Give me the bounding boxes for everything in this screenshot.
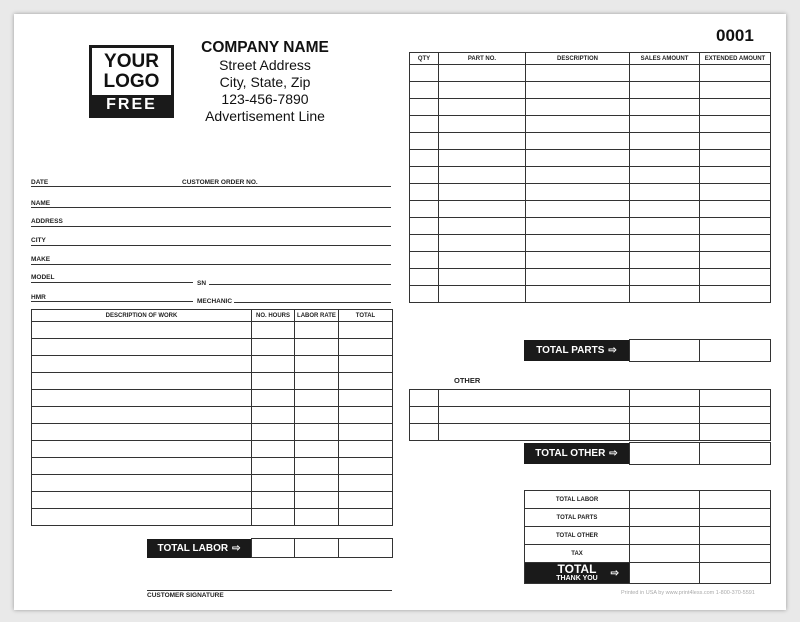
company-city: City, State, Zip bbox=[219, 74, 311, 90]
labor-row bbox=[32, 441, 393, 458]
table-cell[interactable] bbox=[295, 492, 339, 509]
other-total-sales-cell[interactable] bbox=[630, 443, 700, 465]
parts-row bbox=[410, 184, 771, 201]
table-cell[interactable] bbox=[439, 252, 526, 269]
table-cell[interactable] bbox=[410, 286, 439, 303]
labor-total-hours-cell[interactable] bbox=[252, 539, 295, 558]
summary-row bbox=[525, 527, 771, 545]
table-cell[interactable] bbox=[439, 184, 526, 201]
summary-cell[interactable] bbox=[700, 527, 771, 545]
table-cell[interactable] bbox=[339, 492, 393, 509]
table-cell[interactable] bbox=[410, 252, 439, 269]
labor-row bbox=[32, 509, 393, 526]
table-cell[interactable] bbox=[630, 167, 700, 184]
model-line[interactable] bbox=[31, 282, 193, 283]
table-cell[interactable] bbox=[526, 184, 630, 201]
table-cell[interactable] bbox=[339, 390, 393, 407]
logo-line-2: LOGO bbox=[103, 71, 160, 92]
table-cell[interactable] bbox=[252, 475, 295, 492]
table-cell[interactable] bbox=[32, 373, 252, 390]
table-cell[interactable] bbox=[252, 407, 295, 424]
table-cell[interactable] bbox=[32, 356, 252, 373]
table-cell[interactable] bbox=[700, 99, 771, 116]
table-cell[interactable] bbox=[439, 390, 630, 407]
table-cell[interactable] bbox=[32, 322, 252, 339]
parts-row bbox=[410, 218, 771, 235]
table-cell[interactable] bbox=[32, 492, 252, 509]
table-cell[interactable] bbox=[526, 167, 630, 184]
thank-you-label: THANK YOU bbox=[556, 574, 598, 582]
parts-header-extended-amount: EXTENDED AMOUNT bbox=[700, 53, 771, 65]
table-cell[interactable] bbox=[439, 407, 630, 424]
table-cell[interactable] bbox=[526, 150, 630, 167]
summary-total-other-label: TOTAL OTHER bbox=[525, 527, 630, 545]
table-cell[interactable] bbox=[630, 407, 700, 424]
hmr-label: HMR bbox=[31, 294, 46, 301]
table-cell[interactable] bbox=[410, 218, 439, 235]
total-other-label: TOTAL OTHER bbox=[535, 448, 606, 459]
labor-row bbox=[32, 390, 393, 407]
table-cell[interactable] bbox=[526, 201, 630, 218]
table-cell[interactable] bbox=[700, 201, 771, 218]
table-cell[interactable] bbox=[630, 116, 700, 133]
signature-line[interactable] bbox=[147, 590, 392, 591]
customer-order-label: CUSTOMER ORDER NO. bbox=[182, 179, 258, 186]
table-cell[interactable] bbox=[339, 339, 393, 356]
table-cell[interactable] bbox=[526, 82, 630, 99]
table-cell[interactable] bbox=[439, 65, 526, 82]
parts-row bbox=[410, 252, 771, 269]
company-advertisement: Advertisement Line bbox=[205, 108, 325, 124]
table-cell[interactable] bbox=[295, 373, 339, 390]
table-cell[interactable] bbox=[410, 82, 439, 99]
make-label: MAKE bbox=[31, 256, 51, 263]
other-row bbox=[410, 407, 771, 424]
grand-total-cell[interactable] bbox=[630, 563, 700, 584]
table-cell[interactable] bbox=[700, 390, 771, 407]
grand-total-cell[interactable] bbox=[700, 563, 771, 584]
table-cell[interactable] bbox=[252, 458, 295, 475]
city-label: CITY bbox=[31, 237, 46, 244]
table-cell[interactable] bbox=[526, 133, 630, 150]
name-label: NAME bbox=[31, 200, 51, 207]
other-total-cells bbox=[629, 442, 771, 465]
summary-tax-label: TAX bbox=[525, 545, 630, 563]
table-cell[interactable] bbox=[439, 133, 526, 150]
table-cell[interactable] bbox=[439, 116, 526, 133]
labor-header-rate: LABOR RATE bbox=[295, 310, 339, 322]
table-cell[interactable] bbox=[630, 390, 700, 407]
parts-row bbox=[410, 133, 771, 150]
table-cell[interactable] bbox=[630, 286, 700, 303]
summary-cell[interactable] bbox=[630, 509, 700, 527]
grand-total-label: TOTAL bbox=[557, 561, 597, 576]
summary-table bbox=[524, 490, 771, 584]
table-cell[interactable] bbox=[410, 424, 439, 441]
model-label: MODEL bbox=[31, 274, 55, 281]
table-cell[interactable] bbox=[339, 373, 393, 390]
table-cell[interactable] bbox=[700, 252, 771, 269]
parts-row bbox=[410, 269, 771, 286]
document-number: 0001 bbox=[716, 26, 754, 45]
table-cell[interactable] bbox=[700, 218, 771, 235]
arrow-right-icon: ⇨ bbox=[608, 345, 617, 356]
table-cell[interactable] bbox=[700, 82, 771, 99]
labor-row bbox=[32, 475, 393, 492]
table-cell[interactable] bbox=[700, 65, 771, 82]
table-cell[interactable] bbox=[32, 339, 252, 356]
table-cell[interactable] bbox=[630, 150, 700, 167]
summary-total-row bbox=[525, 563, 771, 584]
table-cell[interactable] bbox=[700, 150, 771, 167]
summary-row bbox=[525, 491, 771, 509]
table-cell[interactable] bbox=[339, 424, 393, 441]
table-cell[interactable] bbox=[32, 390, 252, 407]
make-line[interactable] bbox=[31, 264, 391, 265]
table-cell[interactable] bbox=[526, 235, 630, 252]
table-cell[interactable] bbox=[700, 167, 771, 184]
table-cell[interactable] bbox=[32, 475, 252, 492]
table-cell[interactable] bbox=[252, 356, 295, 373]
table-cell[interactable] bbox=[439, 269, 526, 286]
table-cell[interactable] bbox=[339, 407, 393, 424]
parts-row bbox=[410, 201, 771, 218]
hmr-line[interactable] bbox=[31, 301, 193, 302]
summary-total-parts-label: TOTAL PARTS bbox=[525, 509, 630, 527]
table-cell[interactable] bbox=[700, 235, 771, 252]
total-other-banner bbox=[524, 443, 629, 464]
table-cell[interactable] bbox=[439, 150, 526, 167]
table-cell[interactable] bbox=[630, 65, 700, 82]
parts-total-sales-cell[interactable] bbox=[630, 340, 700, 362]
table-cell[interactable] bbox=[439, 201, 526, 218]
other-row bbox=[410, 424, 771, 441]
table-cell[interactable] bbox=[410, 133, 439, 150]
mechanic-label: MECHANIC bbox=[197, 298, 233, 305]
parts-row bbox=[410, 116, 771, 133]
table-cell[interactable] bbox=[252, 322, 295, 339]
summary-total-labor-label: TOTAL LABOR bbox=[525, 491, 630, 509]
parts-row bbox=[410, 167, 771, 184]
logo-line-3: FREE bbox=[92, 95, 171, 115]
parts-row bbox=[410, 82, 771, 99]
mechanic-line[interactable] bbox=[234, 302, 391, 303]
table-cell[interactable] bbox=[700, 184, 771, 201]
footer-printer-credit: Printed in USA by www.print4less.com 1-800-370-5591 bbox=[621, 590, 755, 596]
date-line[interactable] bbox=[31, 186, 391, 187]
table-cell[interactable] bbox=[295, 441, 339, 458]
labor-header-hours: NO. HOURS bbox=[252, 310, 295, 322]
table-cell[interactable] bbox=[410, 407, 439, 424]
table-cell[interactable] bbox=[700, 133, 771, 150]
summary-cell[interactable] bbox=[700, 545, 771, 563]
labor-row bbox=[32, 492, 393, 509]
table-cell[interactable] bbox=[252, 339, 295, 356]
table-cell[interactable] bbox=[410, 167, 439, 184]
parts-row bbox=[410, 99, 771, 116]
table-cell[interactable] bbox=[700, 407, 771, 424]
table-cell[interactable] bbox=[410, 390, 439, 407]
arrow-right-icon: ⇨ bbox=[609, 448, 618, 459]
parts-header-description: DESCRIPTION bbox=[526, 53, 630, 65]
labor-row bbox=[32, 373, 393, 390]
table-cell[interactable] bbox=[32, 441, 252, 458]
table-cell[interactable] bbox=[439, 424, 630, 441]
table-cell[interactable] bbox=[700, 286, 771, 303]
table-cell[interactable] bbox=[339, 458, 393, 475]
table-cell[interactable] bbox=[526, 218, 630, 235]
table-cell[interactable] bbox=[630, 269, 700, 286]
logo-line-1: YOUR bbox=[104, 51, 159, 72]
parts-table bbox=[409, 52, 771, 303]
date-label: DATE bbox=[31, 179, 49, 186]
table-cell[interactable] bbox=[700, 269, 771, 286]
summary-cell[interactable] bbox=[630, 491, 700, 509]
other-row bbox=[410, 390, 771, 407]
parts-total-extended-cell[interactable] bbox=[700, 340, 771, 362]
table-cell[interactable] bbox=[439, 218, 526, 235]
parts-header-qty: QTY bbox=[410, 53, 439, 65]
grand-total-banner bbox=[525, 563, 630, 584]
table-cell[interactable] bbox=[439, 99, 526, 116]
table-cell[interactable] bbox=[700, 424, 771, 441]
labor-header-description: DESCRIPTION OF WORK bbox=[32, 310, 252, 322]
summary-cell[interactable] bbox=[700, 509, 771, 527]
parts-header-row bbox=[410, 53, 771, 65]
table-cell[interactable] bbox=[295, 458, 339, 475]
labor-row bbox=[32, 424, 393, 441]
city-line[interactable] bbox=[31, 245, 391, 246]
table-cell[interactable] bbox=[295, 424, 339, 441]
labor-total-cells bbox=[251, 538, 393, 558]
parts-total-cells bbox=[629, 339, 771, 362]
table-cell[interactable] bbox=[439, 235, 526, 252]
table-cell[interactable] bbox=[526, 116, 630, 133]
table-cell[interactable] bbox=[630, 235, 700, 252]
parts-row bbox=[410, 65, 771, 82]
parts-row bbox=[410, 286, 771, 303]
labor-header-total: TOTAL bbox=[339, 310, 393, 322]
table-cell[interactable] bbox=[630, 201, 700, 218]
table-cell[interactable] bbox=[526, 286, 630, 303]
parts-row bbox=[410, 235, 771, 252]
table-cell[interactable] bbox=[439, 286, 526, 303]
company-phone: 123-456-7890 bbox=[221, 91, 309, 107]
table-cell[interactable] bbox=[32, 458, 252, 475]
table-cell[interactable] bbox=[410, 269, 439, 286]
table-cell[interactable] bbox=[339, 322, 393, 339]
table-cell[interactable] bbox=[410, 99, 439, 116]
table-cell[interactable] bbox=[252, 492, 295, 509]
other-total-extended-cell[interactable] bbox=[700, 443, 771, 465]
summary-cell[interactable] bbox=[630, 545, 700, 563]
table-cell[interactable] bbox=[526, 252, 630, 269]
table-cell[interactable] bbox=[339, 441, 393, 458]
address-line[interactable] bbox=[31, 226, 391, 227]
labor-row bbox=[32, 407, 393, 424]
total-labor-label: TOTAL LABOR bbox=[157, 543, 229, 554]
summary-row bbox=[525, 509, 771, 527]
table-cell[interactable] bbox=[630, 424, 700, 441]
table-cell[interactable] bbox=[439, 167, 526, 184]
labor-row bbox=[32, 322, 393, 339]
labor-header-row bbox=[32, 310, 393, 322]
total-labor-banner bbox=[147, 539, 251, 558]
table-cell[interactable] bbox=[410, 150, 439, 167]
table-cell[interactable] bbox=[439, 82, 526, 99]
other-table bbox=[409, 389, 771, 441]
table-cell[interactable] bbox=[295, 475, 339, 492]
table-cell[interactable] bbox=[410, 116, 439, 133]
parts-row bbox=[410, 150, 771, 167]
labor-row bbox=[32, 356, 393, 373]
table-cell[interactable] bbox=[252, 441, 295, 458]
other-label: OTHER bbox=[454, 376, 481, 385]
labor-total-rate-cell[interactable] bbox=[295, 539, 339, 558]
company-street: Street Address bbox=[219, 57, 311, 73]
total-parts-banner bbox=[524, 340, 629, 361]
arrow-right-icon: ⇨ bbox=[232, 543, 241, 554]
labor-row bbox=[32, 339, 393, 356]
table-cell[interactable] bbox=[410, 65, 439, 82]
invoice-sheet bbox=[14, 14, 786, 610]
logo bbox=[89, 45, 174, 118]
table-cell[interactable] bbox=[630, 133, 700, 150]
company-info bbox=[172, 39, 358, 125]
labor-table bbox=[31, 309, 393, 526]
table-cell[interactable] bbox=[339, 356, 393, 373]
table-cell[interactable] bbox=[295, 509, 339, 526]
arrow-right-icon: ⇨ bbox=[610, 568, 619, 579]
table-cell[interactable] bbox=[295, 390, 339, 407]
table-cell[interactable] bbox=[252, 424, 295, 441]
table-cell[interactable] bbox=[630, 82, 700, 99]
table-cell[interactable] bbox=[410, 201, 439, 218]
table-cell[interactable] bbox=[339, 475, 393, 492]
sn-label: SN bbox=[197, 280, 207, 287]
name-line[interactable] bbox=[31, 207, 391, 208]
total-parts-label: TOTAL PARTS bbox=[536, 345, 605, 356]
signature-label: CUSTOMER SIGNATURE bbox=[147, 592, 224, 599]
table-cell[interactable] bbox=[700, 116, 771, 133]
parts-header-sales-amount: SALES AMOUNT bbox=[630, 53, 700, 65]
sn-line[interactable] bbox=[209, 284, 391, 285]
table-cell[interactable] bbox=[526, 99, 630, 116]
table-cell[interactable] bbox=[630, 99, 700, 116]
table-cell[interactable] bbox=[410, 184, 439, 201]
table-cell[interactable] bbox=[252, 373, 295, 390]
table-cell[interactable] bbox=[252, 390, 295, 407]
summary-cell[interactable] bbox=[700, 491, 771, 509]
table-cell[interactable] bbox=[526, 269, 630, 286]
parts-header-part-no: PART NO. bbox=[439, 53, 526, 65]
summary-row bbox=[525, 545, 771, 563]
table-cell[interactable] bbox=[252, 509, 295, 526]
table-cell[interactable] bbox=[295, 322, 339, 339]
table-cell[interactable] bbox=[295, 407, 339, 424]
table-cell[interactable] bbox=[630, 184, 700, 201]
table-cell[interactable] bbox=[295, 356, 339, 373]
table-cell[interactable] bbox=[295, 339, 339, 356]
table-cell[interactable] bbox=[526, 65, 630, 82]
table-cell[interactable] bbox=[630, 218, 700, 235]
table-cell[interactable] bbox=[410, 235, 439, 252]
table-cell[interactable] bbox=[32, 509, 252, 526]
address-label: ADDRESS bbox=[31, 218, 63, 225]
labor-row bbox=[32, 458, 393, 475]
table-cell[interactable] bbox=[339, 509, 393, 526]
labor-total-amount-cell[interactable] bbox=[339, 539, 393, 558]
table-cell[interactable] bbox=[32, 407, 252, 424]
table-cell[interactable] bbox=[32, 424, 252, 441]
table-cell[interactable] bbox=[630, 252, 700, 269]
company-name: COMPANY NAME bbox=[201, 39, 329, 56]
summary-cell[interactable] bbox=[630, 527, 700, 545]
